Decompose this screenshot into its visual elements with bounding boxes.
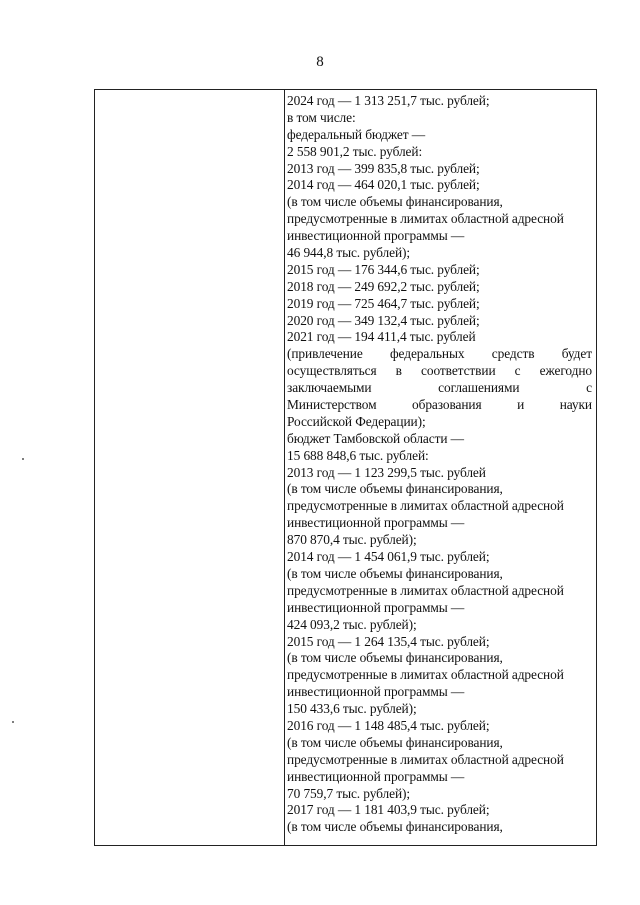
text-line: 2015 год — 176 344,6 тыс. рублей; [287, 261, 480, 277]
table-left-cell [95, 90, 284, 845]
text-line: Министерством образования и науки [287, 397, 592, 413]
text-line: инвестиционной программы — [287, 684, 465, 700]
text-line: инвестиционной программы — [287, 599, 465, 615]
text-line: 2 558 901,2 тыс. рублей: [287, 143, 423, 159]
text-line: (в том числе объемы финансирования, [287, 650, 503, 666]
text-line: заключаемыми соглашениями с [287, 380, 592, 396]
scan-speck [22, 458, 24, 460]
text-line: предусмотренные в лимитах областной адресной [287, 211, 564, 227]
text-line: федеральный бюджет — [287, 126, 425, 142]
text-line: (привлечение федеральных средств будет [287, 346, 592, 362]
text-line: в том числе: [287, 109, 356, 125]
text-line: 150 433,6 тыс. рублей); [287, 701, 417, 717]
text-line: (в том числе объемы финансирования, [287, 819, 503, 835]
text-line: 870 870,4 тыс. рублей); [287, 532, 417, 548]
text-line: 424 093,2 тыс. рублей); [287, 616, 417, 632]
text-line: 2015 год — 1 264 135,4 тыс. рублей; [287, 633, 490, 649]
text-line: (в том числе объемы финансирования, [287, 734, 503, 750]
text-line: 2019 год — 725 464,7 тыс. рублей; [287, 295, 480, 311]
text-line: 15 688 848,6 тыс. рублей: [287, 447, 429, 463]
text-line: (в том числе объемы финансирования, [287, 194, 503, 210]
text-line: 2016 год — 1 148 485,4 тыс. рублей; [287, 717, 490, 733]
text-line: предусмотренные в лимитах областной адресной [287, 667, 564, 683]
table-right-cell [287, 93, 592, 836]
text-line: 2013 год — 399 835,8 тыс. рублей; [287, 160, 480, 176]
text-line: 2021 год — 194 411,4 тыс. рублей [287, 329, 476, 345]
text-line: 2014 год — 1 454 061,9 тыс. рублей; [287, 549, 490, 565]
funding-table [94, 89, 597, 846]
text-line: 70 759,7 тыс. рублей); [287, 785, 410, 801]
text-line: (в том числе объемы финансирования, [287, 481, 503, 497]
text-line: 2018 год — 249 692,2 тыс. рублей; [287, 278, 480, 294]
page-number: 8 [316, 54, 324, 70]
text-line: 2020 год — 349 132,4 тыс. рублей; [287, 312, 480, 328]
text-line: инвестиционной программы — [287, 768, 465, 784]
text-line: предусмотренные в лимитах областной адресной [287, 582, 564, 598]
text-line: 2024 год — 1 313 251,7 тыс. рублей; [287, 93, 490, 108]
text-line: инвестиционной программы — [287, 228, 465, 244]
text-line: осуществляться в соответствии с ежегодно [287, 363, 592, 379]
text-line: Российской Федерации); [287, 413, 426, 429]
text-line: предусмотренные в лимитах областной адресной [287, 498, 564, 514]
column-divider [284, 90, 285, 845]
scan-speck [12, 721, 14, 723]
text-line: предусмотренные в лимитах областной адресной [287, 751, 564, 767]
text-line: (в том числе объемы финансирования, [287, 565, 503, 581]
text-line: 2014 год — 464 020,1 тыс. рублей; [287, 177, 480, 193]
text-line: 46 944,8 тыс. рублей); [287, 245, 410, 261]
text-line: бюджет Тамбовской области — [287, 430, 464, 446]
text-line: 2017 год — 1 181 403,9 тыс. рублей; [287, 802, 490, 818]
text-line: 2013 год — 1 123 299,5 тыс. рублей [287, 464, 486, 480]
text-line: инвестиционной программы — [287, 515, 465, 531]
